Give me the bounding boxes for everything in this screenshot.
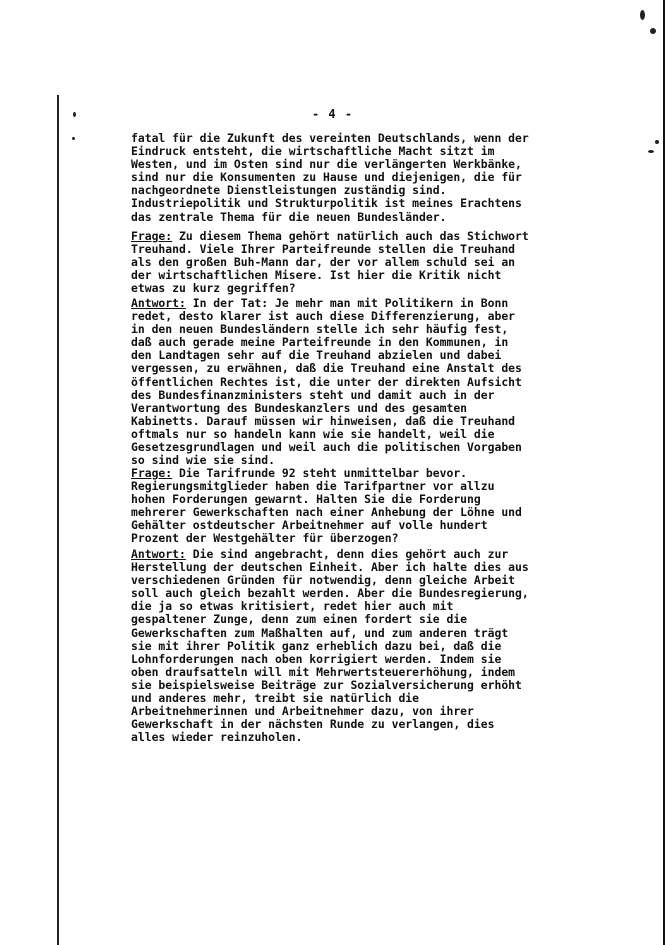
scan-speck bbox=[72, 137, 75, 140]
scan-speck bbox=[640, 10, 645, 20]
text-line: Prozent der Westgehälter für überzogen? bbox=[131, 531, 399, 546]
text-line: verschiedenen Gründen für notwendig, denn gleiche Arbeit bbox=[131, 573, 516, 588]
scan-speck bbox=[648, 150, 654, 153]
text-line: daß auch gerade meine Parteifreunde in den Kommunen, in bbox=[131, 335, 509, 350]
text-line: Treuhand. Viele Ihrer Parteifreunde stellen die Treuhand bbox=[131, 242, 516, 257]
text-line: In der Tat: Je mehr man mit Politikern in Bonn bbox=[185, 296, 509, 310]
paragraph-label: Frage: bbox=[131, 466, 173, 480]
text-line: soll auch gleich bezahlt werden. Aber die Bundesregierung, bbox=[131, 586, 529, 601]
paragraph-label: Antwort: bbox=[131, 296, 186, 310]
text-line: sie mit ihrer Politik ganz erheblich dazu bei, daß die bbox=[131, 638, 502, 653]
text-line: öffentlichen Rechtes ist, die unter der direkten Aufsicht bbox=[131, 374, 522, 389]
text-line: Regierungsmitglieder haben die Tarifpartner vor allzu bbox=[131, 479, 495, 494]
text-line: Herstellung der deutschen Einheit. Aber ich halte dies aus bbox=[131, 560, 529, 575]
text-line: vergessen, zu erwähnen, daß die Treuhand eine Anstalt des bbox=[131, 361, 522, 376]
text-line: so sind wie sie sind. bbox=[131, 453, 276, 468]
scan-speck bbox=[655, 140, 659, 144]
text-line: Gewerkschaft in der nächsten Runde zu verlangen, dies bbox=[131, 717, 495, 732]
text-line: den Landtagen sehr auf die Treuhand abzielen und dabei bbox=[131, 348, 502, 363]
text-line: mehrerer Gewerkschaften nach einer Anhebung der Löhne und bbox=[131, 505, 522, 520]
text-line: alles wieder reinzuholen. bbox=[131, 730, 303, 745]
text-line: Industriepolitik und Strukturpolitik ist meines Erachtens bbox=[131, 196, 522, 211]
text-line: Arbeitnehmerinnen und Arbeitnehmer dazu, von ihrer bbox=[131, 704, 474, 719]
text-line: Lohnforderungen nach oben korrigiert werden. Indem sie bbox=[131, 651, 502, 666]
text-line: Verantwortung des Bundeskanzlers und des gesamten bbox=[131, 400, 468, 415]
text-line: die ja so etwas kritisiert, redet hier auch mit bbox=[131, 599, 454, 614]
text-line: Gesetzesgrundlagen und weil auch die politischen Vorgaben bbox=[131, 440, 522, 455]
text-line: Gewerkschaften zum Maßhalten auf, und zum anderen trägt bbox=[131, 625, 509, 640]
paragraph-label: Antwort: bbox=[131, 547, 186, 561]
text-line: das zentrale Thema für die neuen Bundesländer. bbox=[131, 209, 447, 224]
text-line: und anderes mehr, treibt sie natürlich die bbox=[131, 691, 420, 706]
scan-edge-left bbox=[57, 95, 59, 945]
text-line: sie beispielsweise Beiträge zur Sozialversicherung erhöht bbox=[131, 677, 522, 692]
text-line: Die Tarifrunde 92 steht unmittelbar bevor. bbox=[172, 466, 468, 480]
text-line: als den großen Buh-Mann dar, der vor allem schuld sei an bbox=[131, 255, 516, 270]
paragraph-answer-tarif bbox=[131, 548, 561, 744]
text-line: hohen Forderungen gewarnt. Halten Sie die Forderung bbox=[131, 492, 481, 507]
text-line: sind nur die Konsumenten zu Hause und diejenigen, die für bbox=[131, 170, 522, 185]
text-line: oben draufsatteln will mit Mehrwertsteuererhöhung, indem bbox=[131, 664, 516, 679]
paragraph-intro bbox=[131, 132, 561, 224]
text-line: nachgeordnete Dienstleistungen zuständig sind. bbox=[131, 183, 447, 198]
paragraph-label: Frage: bbox=[131, 229, 173, 243]
text-line: etwas zu kurz gegriffen? bbox=[131, 281, 296, 296]
text-line: oftmals nur so handeln kann wie sie handelt, weil die bbox=[131, 426, 495, 441]
text-line: Gehälter ostdeutscher Arbeitnehmer auf volle hundert bbox=[131, 518, 488, 533]
text-line: der wirtschaftlichen Misere. Ist hier die Kritik nicht bbox=[131, 268, 502, 283]
text-line: Die sind angebracht, denn dies gehört auch zur bbox=[185, 547, 509, 561]
text-line: Kabinetts. Darauf müssen wir hinweisen, daß die Treuhand bbox=[131, 413, 516, 428]
text-line: fatal für die Zukunft des vereinten Deutschlands, wenn der bbox=[131, 131, 529, 145]
paragraph-question-treuhand bbox=[131, 230, 561, 295]
text-line: in den neuen Bundesländern stelle ich sehr häufig fest, bbox=[131, 322, 509, 337]
text-line: Zu diesem Thema gehört natürlich auch das Stichwort bbox=[172, 229, 529, 243]
text-line: des Bundesfinanzministers steht und damit auch in der bbox=[131, 387, 495, 402]
text-line: gespaltener Zunge, denn zum einen fordert sie die bbox=[131, 612, 468, 627]
text-line: Eindruck entsteht, die wirtschaftliche Macht sitzt im bbox=[131, 144, 495, 159]
paragraph-answer-treuhand bbox=[131, 297, 561, 467]
text-line: Westen, und im Osten sind nur die verlängerten Werkbänke, bbox=[131, 157, 522, 172]
text-line: redet, desto klarer ist auch diese Differenzierung, aber bbox=[131, 309, 516, 324]
paragraph-question-tarif bbox=[131, 467, 561, 546]
scan-speck bbox=[650, 28, 656, 34]
page-number: - 4 - bbox=[311, 107, 354, 121]
